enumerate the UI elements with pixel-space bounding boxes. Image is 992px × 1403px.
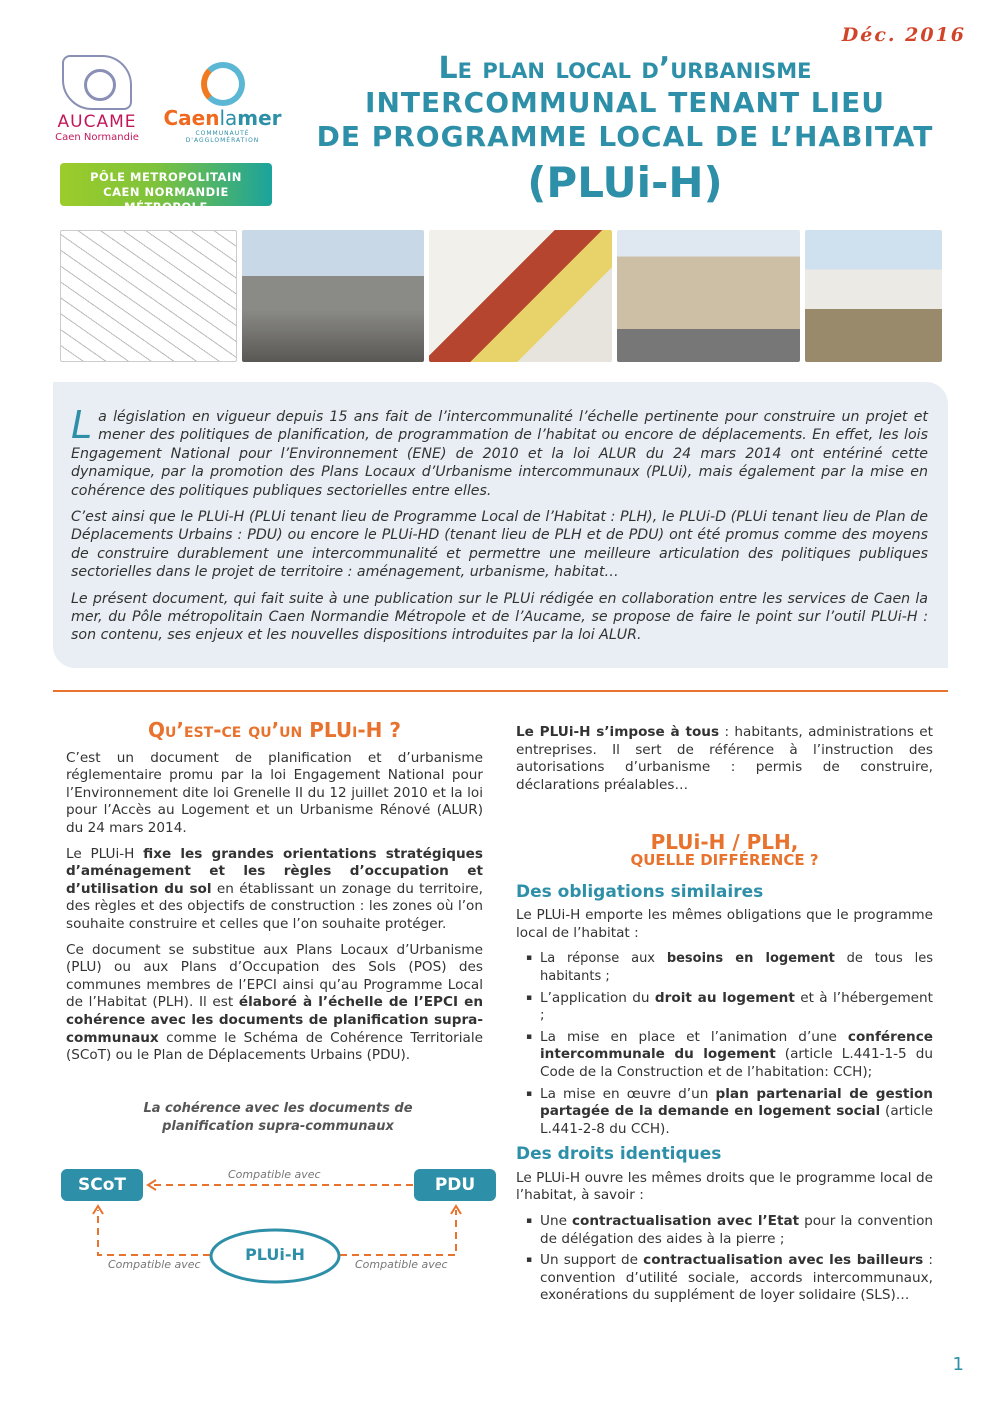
arrow-label: Compatible avec [355, 1258, 448, 1271]
scot-node: SCoT [61, 1169, 143, 1201]
page-title [300, 52, 950, 212]
logo-text: AUCAME [57, 112, 137, 132]
title-line: DE PROGRAMME LOCAL DE L’HABITAT [316, 120, 934, 153]
intro-paragraph: La législation en vigueur depuis 15 ans fait de l’intercommunalité l’échelle pertinente pour construire un projet et mener des politiques de planification, de programmation de l’habitat ou encore de déplacements. En effet, les lois Engagement National pour l’Environnement (ENE) de 2010 et la loi ALUR du 24 mars 2014 ont entériné cette dynamique, par la promotion des Plans Locaux d’Urbanisme intercommunaux (PLUi), mais également par la mise en cohérence des politiques publiques sectorielles entre elles. [71, 403, 928, 499]
paragraph [66, 846, 483, 934]
list-item [526, 1029, 933, 1082]
text-run: : convention d’utilité sociale, accords intercommunaux, exonérations du supplément de loyer solidaire (SLS)… [540, 1252, 933, 1304]
title-line: INTERCOMMUNAL TENANT LIEU [365, 86, 885, 119]
list-item [526, 950, 933, 985]
rights-list [526, 1213, 933, 1305]
house-model-image [429, 230, 612, 362]
paragraph [516, 724, 933, 794]
emphasis-text: Le PLUi-H s’impose à tous [516, 724, 720, 740]
subheading: Des droits identiques [516, 1144, 722, 1165]
text-run: Une [540, 1213, 572, 1230]
text-run: de tous les habitants ; [540, 951, 933, 984]
street-image [617, 230, 800, 362]
coherence-diagram [58, 1100, 498, 1290]
emphasis-text: conférence intercommunale du logement [540, 1028, 933, 1063]
title-line: Le plan local d’urbanisme [438, 51, 812, 86]
emphasis-text: besoins en logement [666, 951, 835, 967]
emphasis-text: contractualisation avec l’Etat [571, 1213, 800, 1230]
city-rooftops-image [242, 230, 424, 362]
text-run: et à l’hébergement ; [540, 989, 933, 1024]
text-run: La mise en œuvre d’un [540, 1085, 716, 1102]
zoning-map-image [60, 230, 237, 362]
logo-text: Caen Normandie [55, 132, 139, 143]
text-run: Ce document se substitue aux Plans Locaux d’Urbanisme (PLU) ou aux Plans d’Occupation des Sols (POS) des communes membres de l’EPCI ainsi qu’au Programme Local de l’Habitat (PLH). Il est [66, 941, 483, 1011]
emphasis-text: fixe les grandes orientations stratégiques d’aménagement et les règles d’occupation et d’utilisation du sol [66, 845, 483, 897]
logo-text: Caenlamer [163, 106, 282, 130]
emphasis-text: droit au logement [654, 989, 795, 1006]
intro-box [53, 382, 948, 668]
paragraph: Le PLUi-H emporte les mêmes obligations que le programme local de l’habitat : [516, 907, 933, 941]
pole-metropolitain-logo: PÔLE METROPOLITAIN CAEN NORMANDIE MÉTROPOLE [60, 163, 272, 206]
text-run: en établissant un zonage du territoire, des règles et des objectifs de construction : les zones où l’on souhaite construire et celles que l’on souhaite protéger. [66, 880, 483, 932]
text-run: : habitants, administrations et entreprises. Il sert de référence à l’instruction des autorisations d’urbanisme : permis de construire, déclarations préalables… [516, 724, 933, 793]
paragraph: Le PLUi-H ouvre les mêmes droits que le programme local de l’habitat, à savoir : [516, 1169, 933, 1204]
obligations-list [526, 950, 933, 1138]
caenlamer-emblem-icon [201, 62, 245, 106]
text-run: Un support de [540, 1252, 644, 1269]
list-item [526, 1213, 933, 1248]
list-item [526, 1252, 933, 1305]
title-line: (PLUi-H) [527, 158, 723, 207]
issue-date: Déc. 2016 [841, 24, 966, 46]
section-heading: PLUi-H / PLH, [650, 830, 799, 855]
pluih-label: PLUi-H [245, 1245, 305, 1264]
text-run: La réponse aux [540, 951, 667, 967]
aucame-emblem-icon [62, 55, 132, 110]
emphasis-text: élaboré à l’échelle de l’EPCI en cohérence avec les documents de planification supra-communaux [66, 994, 483, 1046]
intro-paragraph: C’est ainsi que le PLUi-H (PLUi tenant lieu de Programme Local de l’Habitat : PLH), le PLUi-D (PLUi tenant lieu de Plan de Déplacements Urbains : PDU) ou encore le PLUi-HD (tenant lieu de PLH et de PDU) ont été promus comme des moyens de construire durablement une intercommunalité et permettre une meilleure articulation des politiques publiques sectorielles dans le projet de territoire : aménagement, urbanisme, habitat… [71, 509, 928, 581]
list-item [526, 990, 933, 1025]
list-item [526, 1086, 933, 1139]
text-run: La mise en place et l’animation d’une [540, 1028, 848, 1045]
right-column [516, 724, 933, 1309]
text-run: (article L.441-2-8 du CCH). [540, 1103, 933, 1137]
divider [53, 690, 948, 692]
page-number: 1 [952, 1354, 964, 1375]
pdu-node: PDU [414, 1169, 496, 1201]
emphasis-text: contractualisation avec les bailleurs [643, 1252, 924, 1269]
paragraph [66, 942, 483, 1065]
text-run: L’application du [540, 989, 655, 1006]
arrow-label: Compatible avec [228, 1168, 321, 1181]
text-run: Le PLUi-H [66, 845, 144, 862]
text-run: (article L.441-1-5 du Code de la Construction et de l’habitation: CCH); [540, 1046, 933, 1080]
section-heading: Qu’est-ce qu’un PLUi-H ? [148, 718, 401, 742]
paragraph [66, 750, 483, 838]
arrow-pluih-to-pdu [340, 1210, 456, 1255]
text-run: comme le Schéma de Cohérence Territoriale (SCoT) ou le Plan de Déplacements Urbains (PDU). [66, 1029, 483, 1064]
diagram-title: La cohérence avec les documents de planification supra-communaux [143, 1101, 413, 1134]
intro-paragraph: Le présent document, qui fait suite à une publication sur le PLUi rédigée en collaboration entre les services de Caen la mer, du Pôle métropolitain Caen Normandie Métropole et de l’Aucame, se propose de faire le point sur l’outil PLUi-H : son contenu, ses enjeux et les nouvelles dispositions introduites par la loi ALUR. [71, 590, 928, 644]
left-column [66, 718, 483, 1073]
section-heading: QUELLE DIFFÉRENCE ? [630, 850, 819, 869]
emphasis-text: plan partenarial de gestion partagée de la demande en logement social [540, 1085, 933, 1120]
arrow-pluih-to-scot [98, 1210, 210, 1255]
logo-text: COMMUNAUTÉ D'AGGLOMÉRATION [185, 130, 260, 144]
construction-site-image [805, 230, 942, 362]
aucame-logo [52, 55, 142, 143]
arrow-label: Compatible avec [108, 1258, 201, 1271]
text-run: pour la convention de délégation des aides à la pierre ; [540, 1213, 934, 1247]
text-run: C’est un document de planification et d’urbanisme réglementaire promu par la loi Engagement National pour l’Environnement dite loi Grenelle II du 12 juillet 2010 et la loi pour l’Accès au Logement et un Urbanisme Rénové (ALUR) du 24 mars 2014. [66, 749, 483, 836]
caenlamer-logo [160, 62, 285, 144]
subheading: Des obligations similaires [516, 881, 764, 902]
